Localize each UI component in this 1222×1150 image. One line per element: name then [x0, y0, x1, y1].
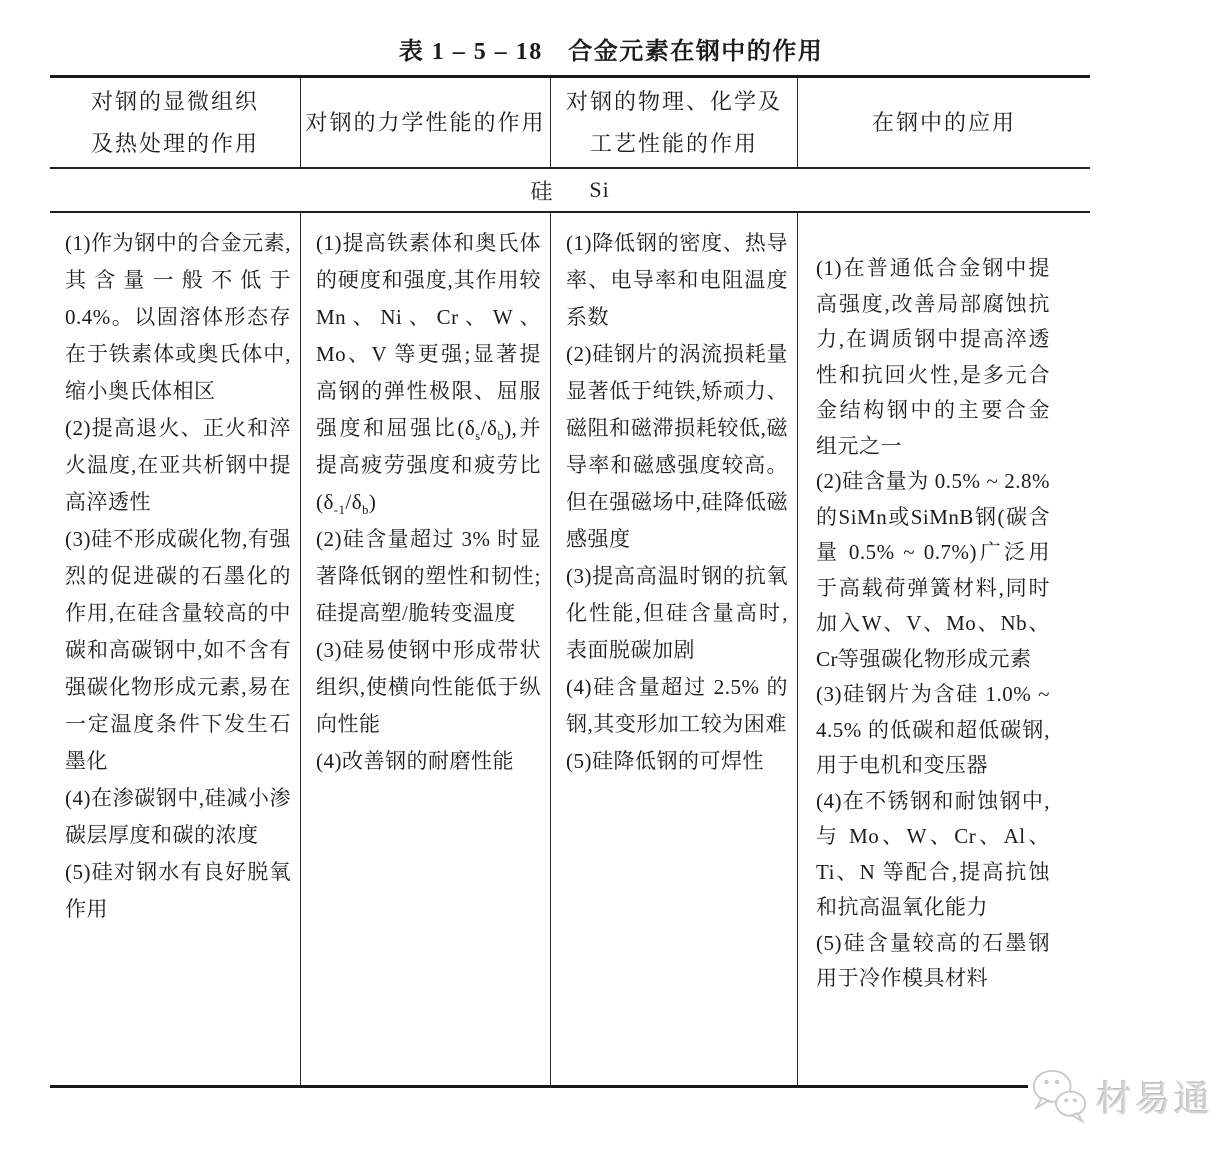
paragraph: (4)在渗碳钢中,硅减小渗碳层厚度和碳的浓度 — [65, 786, 291, 847]
column-header-line: 对钢的显微组织 — [90, 88, 259, 114]
paragraph: (2)硅含量为 0.5% ~ 2.8% 的SiMn或SiMnB钢(碳含量 0.5% ~ 0.7%)广泛用于高载荷弹簧材料,同时加入W、V、Mo、Nb、Cr等强碳化物形成元素 — [816, 469, 1050, 671]
paragraph: (1)提高铁素体和奥氏体的硬度和强度,其作用较 Mn、Ni、Cr、W、Mo、V 等更强;显著提高钢的弹性极限、屈服强度和屈强比$(\delta_s/\delta_b)$,并提高疲劳强度和疲劳比$(\delta_{-1}/\delta_b)$ — [316, 231, 541, 518]
column-header-mechanical — [300, 78, 550, 167]
cell-mechanical-properties — [300, 213, 550, 1085]
element-symbol: Si — [589, 177, 610, 202]
paragraph: (1)作为钢中的合金元素,其含量一般不低于 0.4%。以固溶体形态存在于铁素体或奥氏体中,缩小奥氏体相区 — [65, 231, 291, 403]
column-header-applications — [797, 78, 1090, 167]
column-header-physical-chemical — [550, 78, 797, 167]
paragraph: (2)硅含量超过 3% 时显著降低钢的塑性和韧性;硅提高塑/脆转变温度 — [316, 527, 541, 625]
column-header-line: 及热处理的作用 — [90, 130, 259, 156]
page-title: 表 1 – 5 – 18 合金元素在钢中的作用 — [398, 39, 824, 65]
paragraph: (4)改善钢的耐磨性能 — [316, 749, 514, 773]
cell-physical-chemical-process — [550, 213, 797, 1085]
alloy-elements-table — [50, 75, 1090, 1088]
column-header-line: 对钢的力学性能的作用 — [305, 109, 546, 135]
column-header-line: 对钢的物理、化学及 — [565, 88, 782, 114]
paragraph: (2)提高退火、正火和淬火温度,在亚共析钢中提高淬透性 — [65, 416, 291, 514]
column-header-microstructure — [50, 78, 300, 167]
column-header-line: 工艺性能的作用 — [589, 130, 758, 156]
column-header-line: 在钢中的应用 — [871, 109, 1016, 135]
cell-applications — [797, 213, 1090, 1085]
paragraph: (4)在不锈钢和耐蚀钢中,与 Mo、W、Cr、Al、Ti、N 等配合,提高抗蚀和抗高温氧化能力 — [816, 788, 1050, 919]
paragraph: (1)降低钢的密度、热导率、电导率和电阻温度系数 — [566, 231, 788, 329]
paragraph: (5)硅对钢水有良好脱氧作用 — [65, 860, 291, 921]
paragraph: (2)硅钢片的涡流损耗量显著低于纯铁,矫顽力、磁阻和磁滞损耗较低,磁导率和磁感强度较高。但在强磁场中,硅降低磁感强度 — [566, 342, 788, 551]
element-name-cn: 硅 — [530, 178, 554, 204]
paragraph: (3)硅钢片为含硅 1.0% ~ 4.5% 的低碳和超低碳钢,用于电机和变压器 — [816, 682, 1050, 777]
paragraph: (3)硅易使钢中形成带状组织,使横向性能低于纵向性能 — [316, 638, 541, 736]
paragraph: (3)硅不形成碳化物,有强烈的促进碳的石墨化的作用,在硅含量较高的中碳和高碳钢中,如不含有强碳化物形成元素,易在一定温度条件下发生石墨化 — [65, 527, 291, 773]
wechat-icon — [1028, 1065, 1090, 1128]
paragraph: (4)硅含量超过 2.5% 的钢,其变形加工较为困难 — [566, 675, 788, 736]
paragraph: (5)硅含量较高的石墨钢用于冷作模具材料 — [816, 930, 1050, 990]
paragraph: (3)提高高温时钢的抗氧化性能,但硅含量高时,表面脱碳加剧 — [566, 564, 788, 662]
watermark — [1028, 1058, 1222, 1134]
table-body-row — [50, 213, 1090, 1085]
paragraph: (5)硅降低钢的可焊性 — [566, 749, 764, 773]
cell-microstructure-heat-treatment — [50, 213, 300, 1085]
element-row-silicon — [50, 169, 1090, 213]
watermark-label: 材易通 — [1096, 1078, 1214, 1119]
table-header-row — [50, 78, 1090, 169]
paragraph: (1)在普通低合金钢中提高强度,改善局部腐蚀抗力,在调质钢中提高淬透性和抗回火性,是多元合金结构钢中的主要合金组元之一 — [816, 256, 1050, 458]
